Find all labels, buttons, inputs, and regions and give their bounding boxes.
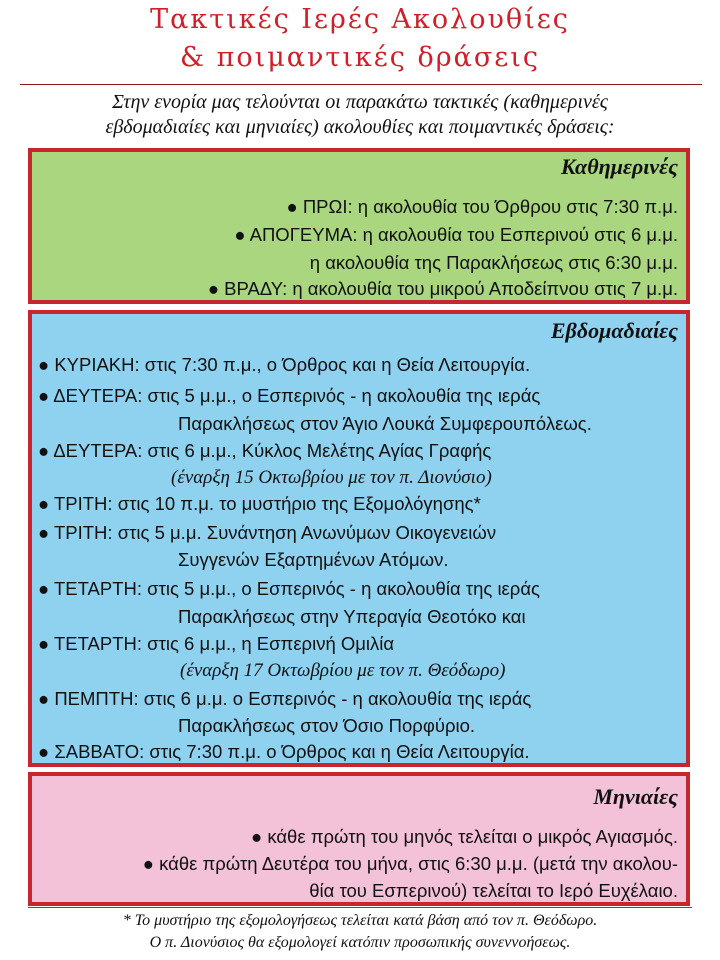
weekly-item: ● ΣΑΒΒΑΤΟ: στις 7:30 π.μ. ο Όρθρος και η Θεία Λειτουργία. bbox=[38, 741, 530, 762]
page-title: Τακτικές Ιερές Ακολουθίες bbox=[150, 4, 570, 35]
monthly-section-title: Μηνιαίες bbox=[593, 784, 678, 809]
daily-item: η ακολουθία της Παρακλήσεως στις 6:30 μ.μ. bbox=[309, 252, 678, 273]
intro-line: Στην ενορία μας τελούνται οι παρακάτω τακτικές (καθημερινές bbox=[112, 91, 608, 113]
weekly-item: Παρακλήσεως στην Υπεραγία Θεοτόκο και bbox=[178, 606, 526, 627]
weekly-item: ● ΤΡΙΤΗ: στις 5 μ.μ. Συνάντηση Ανωνύμων Οικογενειών bbox=[38, 522, 497, 543]
weekly-section bbox=[28, 310, 690, 767]
weekly-item: ● ΔΕΥΤΕΡΑ: στις 6 μ.μ., Κύκλος Μελέτης Αγίας Γραφής bbox=[38, 440, 492, 461]
weekly-item: Παρακλήσεως στον Όσιο Πορφύριο. bbox=[178, 715, 476, 736]
weekly-item-note: (έναρξη 17 Οκτωβρίου με τον π. Θεόδωρο) bbox=[180, 660, 506, 681]
title-divider bbox=[20, 84, 702, 85]
weekly-item: ● ΤΕΤΑΡΤΗ: στις 6 μ.μ., η Εσπερινή Ομιλία bbox=[38, 633, 395, 654]
monthly-item: ● κάθε πρώτη Δευτέρα του μήνα, στις 6:30 μ.μ. (μετά την ακολου- bbox=[142, 853, 678, 874]
footnote-line: Ο π. Διονύσιος θα εξομολογεί κατόπιν προσωπικής συνεννοήσεως. bbox=[149, 934, 571, 951]
daily-item: ● ΠΡΩΙ: η ακολουθία του Όρθρου στις 7:30 π.μ. bbox=[286, 196, 678, 217]
footnote-line: * Το μυστήριο της εξομολογήσεως τελείται κατά βάση από τον π. Θεόδωρο. bbox=[122, 912, 598, 929]
intro-text bbox=[0, 90, 720, 140]
footnote-divider bbox=[28, 907, 692, 908]
monthly-item: ● κάθε πρώτη του μηνός τελείται ο μικρός Αγιασμός. bbox=[251, 826, 678, 847]
daily-section bbox=[28, 148, 690, 304]
weekly-item: ● ΤΡΙΤΗ: στις 10 π.μ. το μυστήριο της Εξομολόγησης* bbox=[38, 493, 481, 514]
page-subtitle: & ποιμαντικές δράσεις bbox=[180, 42, 540, 73]
weekly-section-title: Εβδομαδιαίες bbox=[550, 318, 678, 343]
daily-item: ● ΒΡΑΔΥ: η ακολουθία του μικρού Αποδείπνου στις 7 μ.μ. bbox=[207, 278, 678, 299]
weekly-item: ● ΤΕΤΑΡΤΗ: στις 5 μ.μ., ο Εσπερινός - η ακολουθία της ιεράς bbox=[38, 578, 540, 599]
weekly-item: ● ΔΕΥΤΕΡΑ: στις 5 μ.μ., ο Εσπερινός - η ακολουθία της ιεράς bbox=[38, 385, 541, 406]
monthly-section bbox=[28, 772, 690, 906]
daily-section-title: Καθημερινές bbox=[561, 154, 678, 179]
weekly-item: ● ΠΕΜΠΤΗ: στις 6 μ.μ. ο Εσπερινός - η ακολουθία της ιεράς bbox=[38, 688, 532, 709]
weekly-item: Συγγενών Εξαρτημένων Ατόμων. bbox=[178, 549, 449, 570]
daily-item: ● ΑΠΟΓΕΥΜΑ: η ακολουθία του Εσπερινού στις 6 μ.μ. bbox=[234, 224, 678, 245]
intro-line: εβδομαδιαίες και μηνιαίες) ακολουθίες και ποιμαντικές δράσεις: bbox=[105, 116, 615, 138]
weekly-item-note: (έναρξη 15 Οκτωβρίου με τον π. Διονύσιο) bbox=[171, 467, 492, 488]
weekly-item: ● ΚΥΡΙΑΚΗ: στις 7:30 π.μ., ο Όρθρος και η Θεία Λειτουργία. bbox=[38, 354, 531, 375]
monthly-item: θία του Εσπερινού) τελείται το Ιερό Ευχέλαιο. bbox=[309, 880, 678, 901]
weekly-item: Παρακλήσεως στον Άγιο Λουκά Συμφερουπόλεως. bbox=[178, 413, 592, 434]
